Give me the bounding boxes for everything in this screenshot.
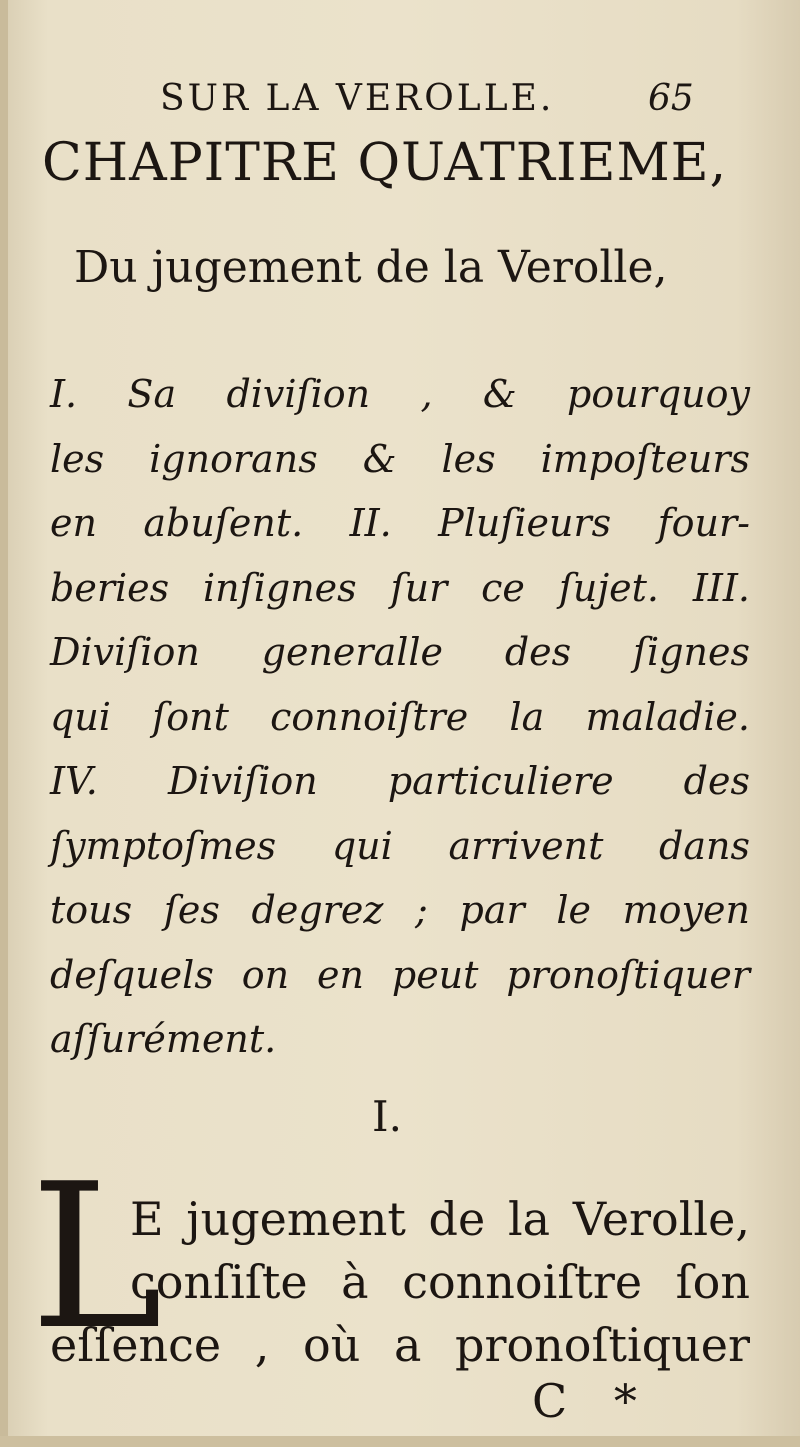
chapter-subtitle: Du jugement de la Verolle,: [74, 242, 668, 293]
summary-line: aſſurément.: [50, 1017, 277, 1061]
body-line: E jugement de la Verolle,: [130, 1192, 750, 1246]
summary-line: beries inſignes ſur ce ſujet. III.: [50, 565, 750, 610]
summary-line: qui ſont connoiſtre la maladie.: [50, 694, 750, 739]
summary-line: Diviſion generalle des ſignes: [50, 630, 750, 674]
summary-line: tous ſes degrez ; par le moyen: [50, 888, 750, 932]
page-number: 65: [648, 78, 694, 119]
running-head: SUR LA VEROLLE.: [160, 78, 555, 119]
chapter-title: CHAPITRE QUATRIEME,: [42, 133, 728, 193]
page-bottom-edge: [0, 1436, 800, 1447]
body-paragraph: [50, 1188, 750, 1377]
summary-line: en abuſent. II. Pluſieurs four-: [50, 501, 750, 545]
page-edge-shadow: [0, 0, 8, 1447]
drop-capital: L: [30, 1141, 163, 1374]
summary-line: les ignorans & les impoſteurs: [50, 436, 750, 481]
section-number: I.: [372, 1092, 402, 1141]
chapter-summary: [50, 362, 750, 1072]
body-line: conſiſte à connoiſtre ſon: [130, 1255, 750, 1309]
summary-line: ſymptoſmes qui arrivent dans: [50, 823, 750, 868]
summary-line: I. Sa diviſion , & pourquoy: [50, 372, 750, 416]
summary-line: deſquels on en peut pronoſtiquer: [50, 952, 750, 997]
summary-line: IV. Diviſion particuliere des: [50, 759, 750, 803]
catchword-signature: C *: [532, 1374, 653, 1428]
body-line: eſſence , où a pronoſtiquer: [50, 1318, 750, 1372]
